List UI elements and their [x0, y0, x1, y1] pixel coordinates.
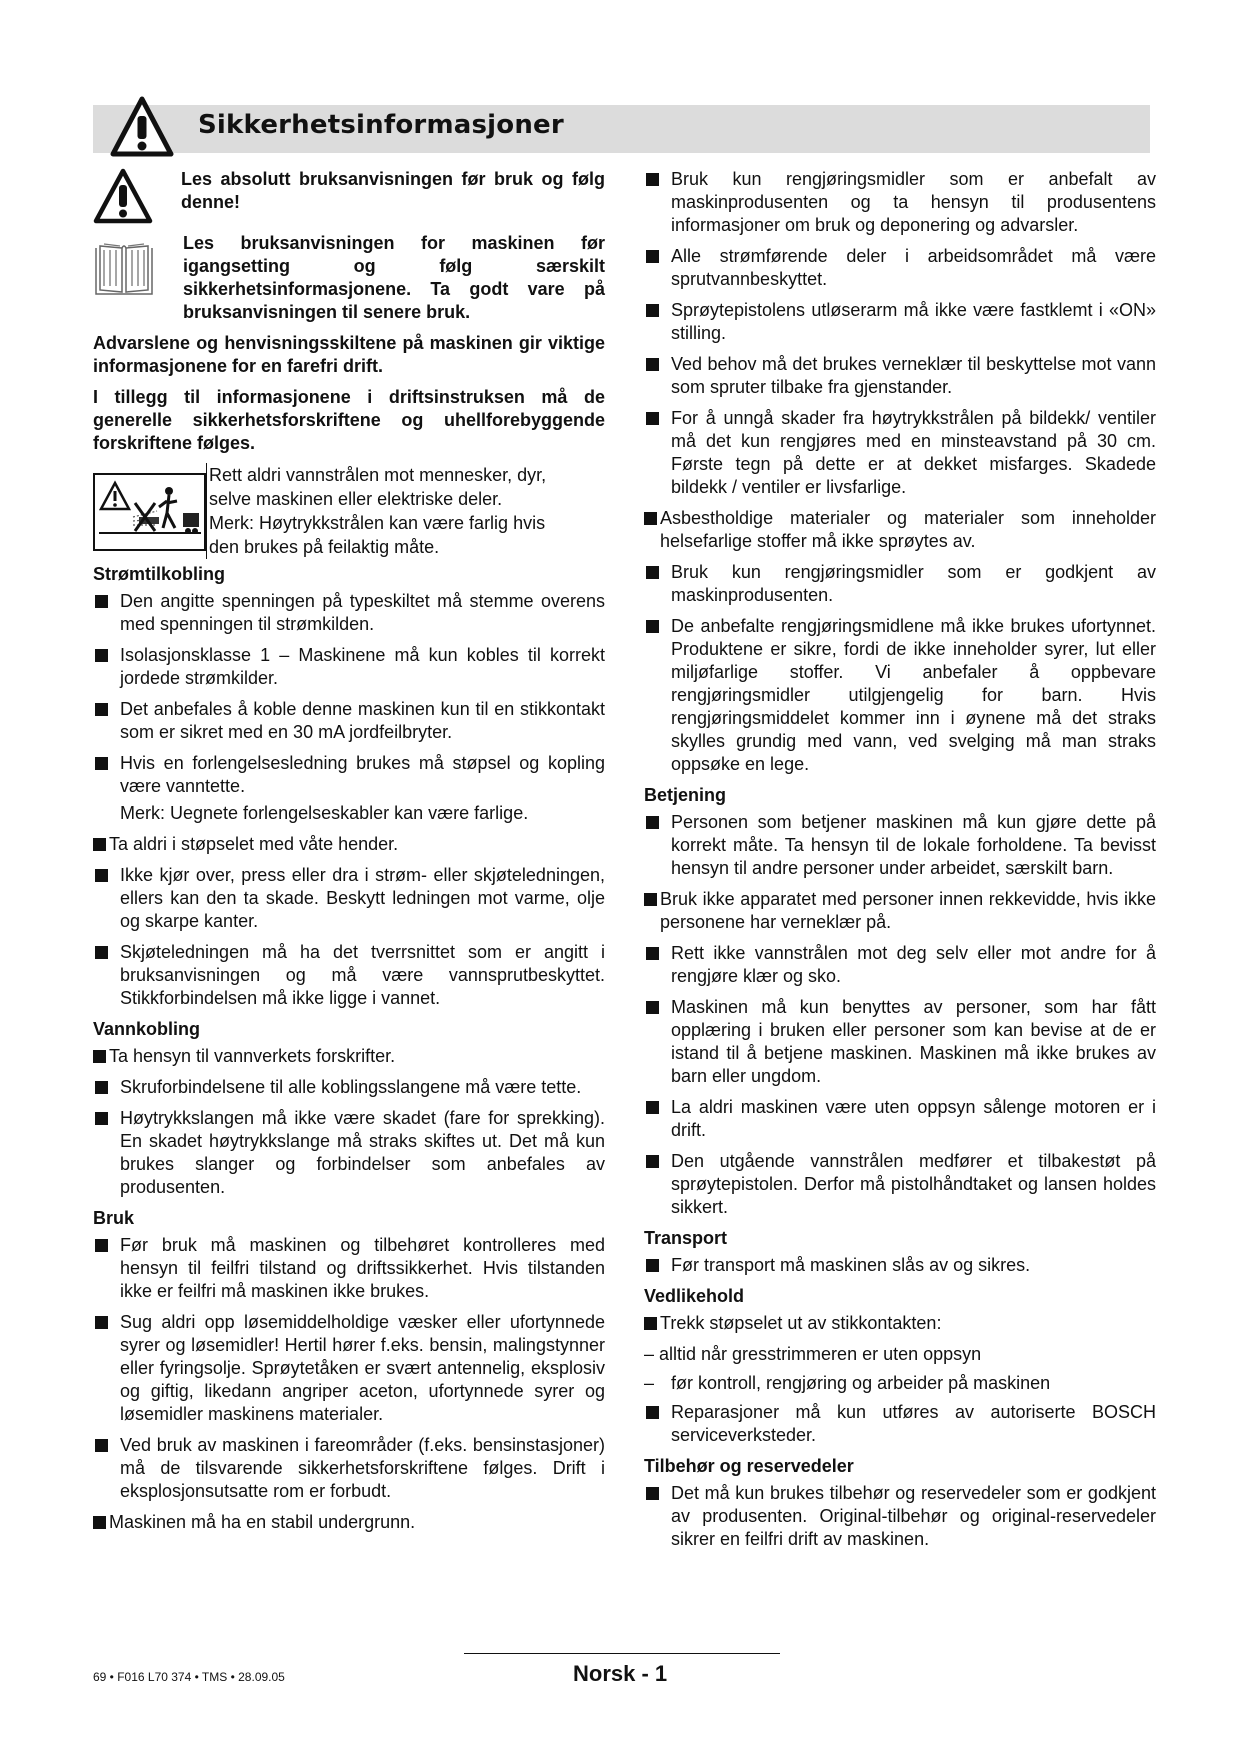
intro-text-1: Les absolutt bruksanvisningen før bruk og følg denne! [181, 169, 605, 212]
bullet-square-icon [644, 893, 657, 906]
section-heading-bruk: Bruk [93, 1208, 135, 1228]
bullet-square-icon [95, 1239, 108, 1252]
bullet-square-icon [646, 1001, 659, 1014]
list-item: De anbefalte rengjøringsmidlene må ikke brukes ufortynnet. Produktene er sikre, fordi de ikke inneholder syrer, lut eller miljøfarlige stoffer. Vi anbefaler å oppbevare rengjøringsmidler utilgjengelig for barn. Hvis rengjøringsmiddelet kommer inn i øynene må det straks skylles grundig med vann, ved svelging må man straks oppsøke en lege. [644, 615, 1156, 776]
bullet-square-icon [93, 1050, 106, 1063]
section-heading-transport: Transport [644, 1228, 728, 1248]
list-item: Sug aldri opp løsemiddelholdige væsker eller ufortynnede syrer og løsemidler! Hertil hører f.eks. bensin, malingstynner eller fyringsolje. Sprøytetåken er svært antennelig, eksplosiv og giftig, likedann angriper aceton, ufortynnede syrer og løsemidler maskinens materialer. [93, 1311, 605, 1426]
list-item: Ta hensyn til vannverkets forskrifter. [93, 1045, 605, 1068]
note-text: Merk: Uegnete forlengelseskabler kan være farlige. [120, 803, 529, 823]
bullet-square-icon [646, 1487, 659, 1500]
bullet-square-icon [646, 947, 659, 960]
list-item: Det anbefales å koble denne maskinen kun til en stikkontakt som er sikret med en 30 mA jordfeilbryter. [93, 698, 605, 744]
dash-item: – før kontroll, rengjøring og arbeider på maskinen [644, 1373, 1051, 1393]
intro-text-2: Les bruksanvisningen for maskinen før igangsetting og følg særskilt sikkerhetsinformasjonene. Ta godt vare på bruksanvisningen til senere bruk. [183, 233, 605, 322]
right-column [644, 168, 1156, 1559]
list-item: Bruk kun rengjøringsmidler som er godkjent av maskinprodusenten. [644, 561, 1156, 607]
bullet-square-icon [644, 1317, 657, 1330]
bullet-square-icon [95, 649, 108, 662]
warning-line: den brukes på feilaktig måte. [209, 537, 440, 557]
bullet-square-icon [646, 250, 659, 263]
list-item: Bruk ikke apparatet med personer innen rekkevidde, hvis ikke personene har verneklær på. [644, 888, 1156, 934]
list-item: Isolasjonsklasse 1 – Maskinene må kun kobles til korrekt jordede strømkilder. [93, 644, 605, 690]
list-item: Rett ikke vannstrålen mot deg selv eller mot andre for å rengjøre klær og sko. [644, 942, 1156, 988]
list-item: Før transport må maskinen slås av og sikres. [644, 1254, 1156, 1277]
water-jet-warning-pictogram [93, 473, 206, 551]
list-item: Maskinen må kun benyttes av personer, som har fått opplæring i bruken eller personer som kan bevise at de er istand til å betjene maskinen. Maskinen må ikke brukes av barn eller ungdom. [644, 996, 1156, 1088]
bullet-square-icon [646, 1406, 659, 1419]
bullet-square-icon [646, 1101, 659, 1114]
bullet-square-icon [95, 1316, 108, 1329]
footer-rule [464, 1653, 780, 1654]
bullet-square-icon [646, 412, 659, 425]
manual-book-icon [93, 236, 155, 298]
list-item: Trekk støpselet ut av stikkontakten: [644, 1312, 1156, 1335]
list-item: Alle strømførende deler i arbeidsområdet må være sprutvannbeskyttet. [644, 245, 1156, 291]
list-item: Ta aldri i støpselet med våte hender. [93, 833, 605, 856]
bullet-square-icon [93, 838, 106, 851]
bullet-square-icon [95, 1112, 108, 1125]
section-heading-vedlikehold: Vedlikehold [644, 1286, 745, 1306]
footer-document-code: 69 • F016 L70 374 • TMS • 28.09.05 [93, 1670, 285, 1684]
list-item: Den angitte spenningen på typeskiltet må stemme overens med spenningen til strømkilden. [93, 590, 605, 636]
bullet-square-icon [646, 566, 659, 579]
water-jet-warning-text [206, 463, 546, 559]
list-item: Asbestholdige materialer og materialer som inneholder helsefarlige stoffer må ikke sprøytes av. [644, 507, 1156, 553]
bullet-square-icon [646, 358, 659, 371]
bullet-square-icon [93, 1516, 106, 1529]
warning-line: Rett aldri vannstrålen mot mennesker, dyr, [209, 465, 547, 485]
bullet-square-icon [95, 1081, 108, 1094]
list-item: Ikke kjør over, press eller dra i strøm- eller skjøteledningen, ellers kan den ta skade. Beskytt ledningen mot varme, olje og skarpe kanter. [93, 864, 605, 933]
warning-triangle-icon [110, 96, 174, 158]
bullet-square-icon [646, 1259, 659, 1272]
bullet-square-icon [646, 304, 659, 317]
left-column [93, 168, 605, 1542]
water-jet-warning [93, 463, 605, 559]
list-item: Skjøteledningen må ha det tverrsnittet som er angitt i bruksanvisningen og må være vannsprutbeskyttet. Stikkforbindelsen må ikke ligge i vannet. [93, 941, 605, 1010]
page-title: Sikkerhetsinformasjoner [198, 110, 564, 140]
bullet-square-icon [95, 869, 108, 882]
bullet-square-icon [646, 816, 659, 829]
warning-line: Merk: Høytrykkstrålen kan være farlig hvis [209, 513, 546, 533]
warning-triangle-icon [93, 168, 153, 224]
list-item: Høytrykkslangen må ikke være skadet (fare for sprekking). En skadet høytrykkslange må straks skiftes ut. Det må kun brukes slanger og forbindelser som anbefales av produsenten. [93, 1107, 605, 1199]
section-heading-betjening: Betjening [644, 785, 727, 805]
list-item: Reparasjoner må kun utføres av autoriserte BOSCH serviceverksteder. [644, 1401, 1156, 1447]
bullet-square-icon [95, 1439, 108, 1452]
intro-warning-row [93, 168, 605, 224]
list-item: Ved bruk av maskinen i fareområder (f.eks. bensinstasjoner) må de tilsvarende sikkerhetsforskriftene følges. Drift i eksplosjonsutsatte rom er forbudt. [93, 1434, 605, 1503]
list-item: Den utgående vannstrålen medfører et tilbakestøt på sprøytepistolen. Derfor må pistolhåndtaket og lansen holdes sikkert. [644, 1150, 1156, 1219]
intro-manual-row [93, 232, 605, 324]
dash-item: – alltid når gresstrimmeren er uten oppsyn [644, 1344, 982, 1364]
list-item: For å unngå skader fra høytrykkstrålen på bildekk/ ventiler må det kun rengjøres med en minsteavstand på 30 cm. Første tegn på dette er at dekket misfarges. Skadede bildekk / ventiler er livsfarlige. [644, 407, 1156, 499]
list-item: Bruk kun rengjøringsmidler som er anbefalt av maskinprodusenten og ta hensyn til produsentens informasjoner om bruk og deponering og advarsler. [644, 168, 1156, 237]
warning-line: selve maskinen eller elektriske deler. [209, 489, 503, 509]
bullet-square-icon [644, 512, 657, 525]
paragraph-warning-signs: Advarslene og henvisningsskiltene på maskinen gir viktige informasjonene for en farefri drift. [93, 333, 605, 376]
list-item: La aldri maskinen være uten oppsyn sålenge motoren er i drift. [644, 1096, 1156, 1142]
bullet-square-icon [95, 703, 108, 716]
list-item: Skruforbindelsene til alle koblingsslangene må være tette. [93, 1076, 605, 1099]
bullet-square-icon [646, 173, 659, 186]
list-item: Ved behov må det brukes verneklær til beskyttelse mot vann som spruter tilbake fra gjenstander. [644, 353, 1156, 399]
list-item: Før bruk må maskinen og tilbehøret kontrolleres med hensyn til feilfri tilstand og driftssikkerhet. Hvis tilstanden ikke er feilfri må maskinen ikke brukes. [93, 1234, 605, 1303]
paragraph-general-rules: I tillegg til informasjonene i driftsinstruksen må de generelle sikkerhetsforskriftene og uhellforebyggende forskriftene følges. [93, 387, 605, 453]
list-item: Maskinen må ha en stabil undergrunn. [93, 1511, 605, 1534]
list-item: Sprøytepistolens utløserarm må ikke være fastklemt i «ON» stilling. [644, 299, 1156, 345]
section-heading-vannkobling: Vannkobling [93, 1019, 201, 1039]
footer-page-number: Norsk - 1 [573, 1661, 668, 1686]
bullet-square-icon [95, 595, 108, 608]
bullet-square-icon [95, 946, 108, 959]
list-item: Det må kun brukes tilbehør og reservedeler som er godkjent av produsenten. Original-tilbehør og original-reservedeler sikrer en feilfri drift av maskinen. [644, 1482, 1156, 1551]
bullet-square-icon [95, 757, 108, 770]
list-item: Personen som betjener maskinen må kun gjøre dette på korrekt måte. Ta hensyn til de lokale forholdene. Ta bevisst hensyn til andre personer under arbeidet, særskilt barn. [644, 811, 1156, 880]
section-heading-stromtilkobling: Strømtilkobling [93, 564, 225, 584]
bullet-square-icon [646, 620, 659, 633]
section-heading-tilbehor: Tilbehør og reservedeler [644, 1456, 854, 1476]
bullet-square-icon [646, 1155, 659, 1168]
list-item: Hvis en forlengelsesledning brukes må støpsel og kopling være vanntette. [93, 752, 605, 798]
